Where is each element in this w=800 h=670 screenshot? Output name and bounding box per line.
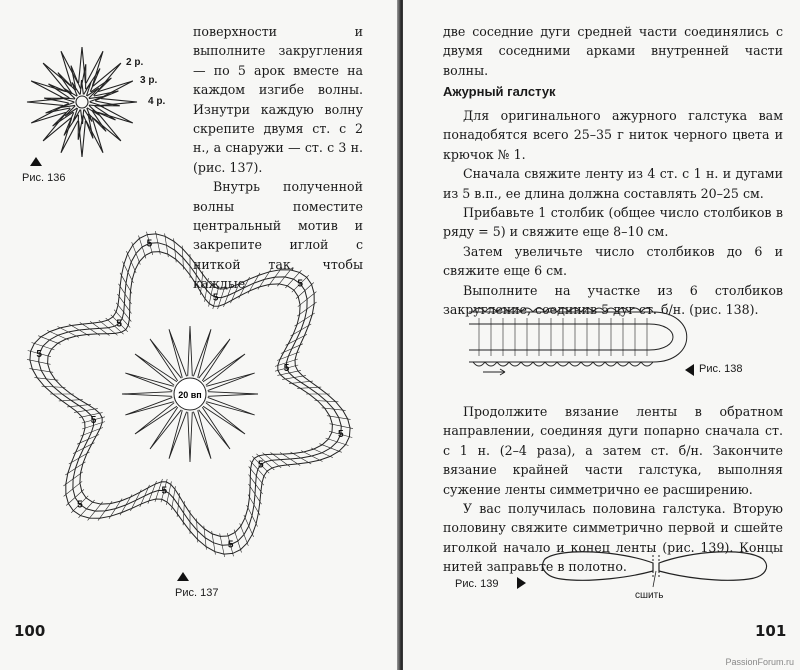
arc-count-label: 5 <box>77 499 83 511</box>
stitch-tick <box>166 481 171 505</box>
arch-loop <box>641 362 653 366</box>
right-top-text <box>443 22 783 80</box>
arch-loop <box>521 308 533 312</box>
stitch-tick <box>240 523 249 545</box>
stitch-tick <box>295 313 315 326</box>
fig139-caption: Рис. 139 <box>455 578 499 590</box>
inner-petal <box>169 329 187 377</box>
arch-loop <box>557 308 569 312</box>
figure-138-tie-strip <box>463 292 713 382</box>
arch-loop <box>509 362 521 366</box>
right-page <box>403 0 800 670</box>
stitch-tick <box>38 336 60 345</box>
fig138-pointer-icon <box>685 364 694 376</box>
fig139-pointer-icon <box>517 577 526 589</box>
arch-loop <box>485 362 497 366</box>
arc-count-label: 5 <box>258 459 264 471</box>
right-paragraph-3: Прибавьте 1 столбик (общее число столбиков в ряду = 5) и свяжите еще 8–10 см. <box>443 205 783 240</box>
arch-loop <box>545 362 557 366</box>
stitch-tick <box>286 334 307 345</box>
arc-count-label: 5 <box>297 278 303 290</box>
arc-count-label: 5 <box>90 415 97 427</box>
stitch-tick <box>248 495 260 516</box>
arch-loop <box>617 308 629 312</box>
right-paragraph-4: Затем увеличьте число столбиков до 6 и свяжите еще 6 см. <box>443 243 783 279</box>
inner-petal <box>193 329 211 377</box>
stitch-tick <box>32 343 55 350</box>
stitch-tick <box>120 495 132 516</box>
stitch-tick <box>67 404 91 407</box>
inner-petal <box>208 392 258 397</box>
fig139-sew-label: сшить <box>635 590 664 601</box>
arch-loop <box>521 362 533 366</box>
arch-loop <box>533 362 545 366</box>
stitch-tick <box>65 462 85 475</box>
right-paragraph-7: У вас получилась половина галстука. Вторую половину свяжите симметрично первой и сшейте иголкой начало и конец ленты (рис. 139). Концы нитей заправьте в полотно. <box>443 501 783 575</box>
stitch-tick <box>205 278 209 302</box>
arch-loop <box>533 308 545 312</box>
arch-loop <box>497 362 509 366</box>
fig137-caption: Рис. 137 <box>175 587 219 599</box>
stitch-tick <box>289 381 313 384</box>
fig137-pointer-icon <box>177 572 189 581</box>
petal-stroke <box>93 63 121 91</box>
right-paragraph-2: Сначала свяжите ленту из 4 ст. с 1 н. и дугами из 5 в.п., ее длина должна составлять 20–25 см. <box>443 166 783 201</box>
petal-stroke <box>93 113 121 141</box>
fig136-label-3p: 3 р. <box>140 75 158 86</box>
stitch-tick <box>258 269 271 289</box>
inner-petal <box>206 373 254 391</box>
arch-loop <box>569 308 581 312</box>
arch-loop <box>485 308 497 312</box>
stitch-tick <box>130 490 141 511</box>
arch-loop <box>629 362 641 366</box>
arch-loop <box>581 308 593 312</box>
arc-count-label: 5 <box>36 348 42 360</box>
stitch-tick <box>177 493 180 517</box>
stitch-tick <box>126 251 136 273</box>
arch-loop <box>581 362 593 366</box>
stitch-tick <box>234 530 241 553</box>
right-paragraph-1: Для оригинального ажурного галстука вам понадобятся всего 25–35 г ниток черного цвета и крючок № 1. <box>443 108 783 162</box>
arc-count-label: 5 <box>146 238 153 250</box>
arc-count-label: 5 <box>116 318 122 330</box>
stitch-tick <box>200 271 203 295</box>
inner-petal <box>188 326 193 376</box>
arch-loop <box>629 308 641 312</box>
stitch-tick <box>319 444 341 453</box>
arch-loop <box>605 362 617 366</box>
arch-loop <box>569 362 581 366</box>
stitch-tick <box>248 273 260 294</box>
inner-petal <box>206 397 254 415</box>
stitch-tick <box>120 273 132 294</box>
arch-loop <box>593 308 605 312</box>
stitch-tick <box>311 448 333 458</box>
stitch-tick <box>69 324 90 336</box>
watermark: PassionForum.ru <box>725 657 794 667</box>
stitch-tick <box>239 277 250 298</box>
fig138-caption: Рис. 138 <box>699 363 743 375</box>
petal-stroke <box>79 47 86 83</box>
figure-139-sewn-tie <box>541 545 771 595</box>
arc-count-label: 5 <box>161 485 168 497</box>
stitch-tick <box>73 443 94 454</box>
section-heading: Ажурный галстук <box>443 84 556 99</box>
arch-loop <box>593 362 605 366</box>
stitch-tick <box>132 242 141 264</box>
petal-stroke <box>81 110 84 125</box>
strip-inner-line <box>469 324 673 350</box>
inner-petal <box>193 410 211 458</box>
fig136-label-4p: 4 р. <box>148 96 166 107</box>
stitch-tick <box>69 452 90 464</box>
page-number-right: 101 <box>755 622 787 640</box>
right-paragraph-6: Продолжите вязание ленты в обратном направлении, соединяя дуги попарно сначала ст. с 1 н. (2–4 раза), а затем ст. б/н. Закончите вязание крайней части галстука, выполняя сужение ленты симметрично ее расширению. <box>443 404 783 497</box>
inner-petal <box>169 410 187 458</box>
petal-stroke <box>43 63 71 91</box>
inner-petal <box>122 392 172 397</box>
flower-center <box>76 96 88 108</box>
arch-loop <box>473 308 485 312</box>
arch-loop <box>545 308 557 312</box>
arch-loop <box>641 308 653 312</box>
fig137-center-label: 20 вп <box>178 390 202 400</box>
left-paragraph-2: Внутрь полученной волны поместите центральный мотив и закрепите иглой с ниткой так, чтобы каждые <box>193 179 363 292</box>
petal-stroke <box>79 121 86 157</box>
right-paragraph-5: Выполните на участке из 6 столбиков закругление, соединив 5 дуг ст. б/н. (рис. 138). <box>443 282 783 318</box>
inner-petal <box>188 412 193 462</box>
arch-loop <box>497 308 509 312</box>
arc-count-label: 5 <box>338 429 344 441</box>
stitch-tick <box>244 515 254 537</box>
arch-loop <box>557 362 569 366</box>
stitch-tick <box>172 486 176 510</box>
fig136-pointer-icon <box>30 157 42 166</box>
arch-loop <box>509 308 521 312</box>
stitch-tick <box>139 236 146 259</box>
petal-stroke <box>80 80 83 95</box>
figure-137-lace-motif <box>20 222 360 562</box>
stitch-tick <box>282 376 306 380</box>
petal-stroke <box>27 99 63 106</box>
arc-count-label: 5 <box>212 292 219 304</box>
right-body-text-1 <box>443 106 783 319</box>
arch-loop <box>617 362 629 366</box>
stitch-tick <box>109 499 122 519</box>
left-paragraph-1: поверхности и выполните закругления — по 5 арок вместе на каждом изгибе волны. Изнутри каждую волну скрепите двумя ст. с 2 н., а снаружи — ст. с 3 н. (рис. 137). <box>193 24 363 175</box>
stitch-tick <box>291 452 312 464</box>
stitch-tick <box>47 330 69 340</box>
fig136-caption: Рис. 136 <box>22 172 66 184</box>
stitch-tick <box>291 324 312 336</box>
inner-petal <box>125 373 173 391</box>
strip-outline <box>469 312 687 362</box>
figure-136-flower <box>20 22 150 172</box>
arch-loop <box>605 308 617 312</box>
page-number-left: 100 <box>14 622 46 640</box>
arc-count-label: 5 <box>227 539 234 551</box>
stitch-tick <box>74 409 98 413</box>
arch-loop <box>473 362 485 366</box>
petal-stroke <box>43 113 71 141</box>
petal-stroke <box>101 99 137 106</box>
arc-count-label: 5 <box>283 362 290 374</box>
fig136-label-2p: 2 р. <box>126 57 144 68</box>
right-paragraph-top: две соседние дуги средней части соединялись с двумя соседними арками внутренней части волны. <box>443 24 783 78</box>
inner-petal <box>125 397 173 415</box>
